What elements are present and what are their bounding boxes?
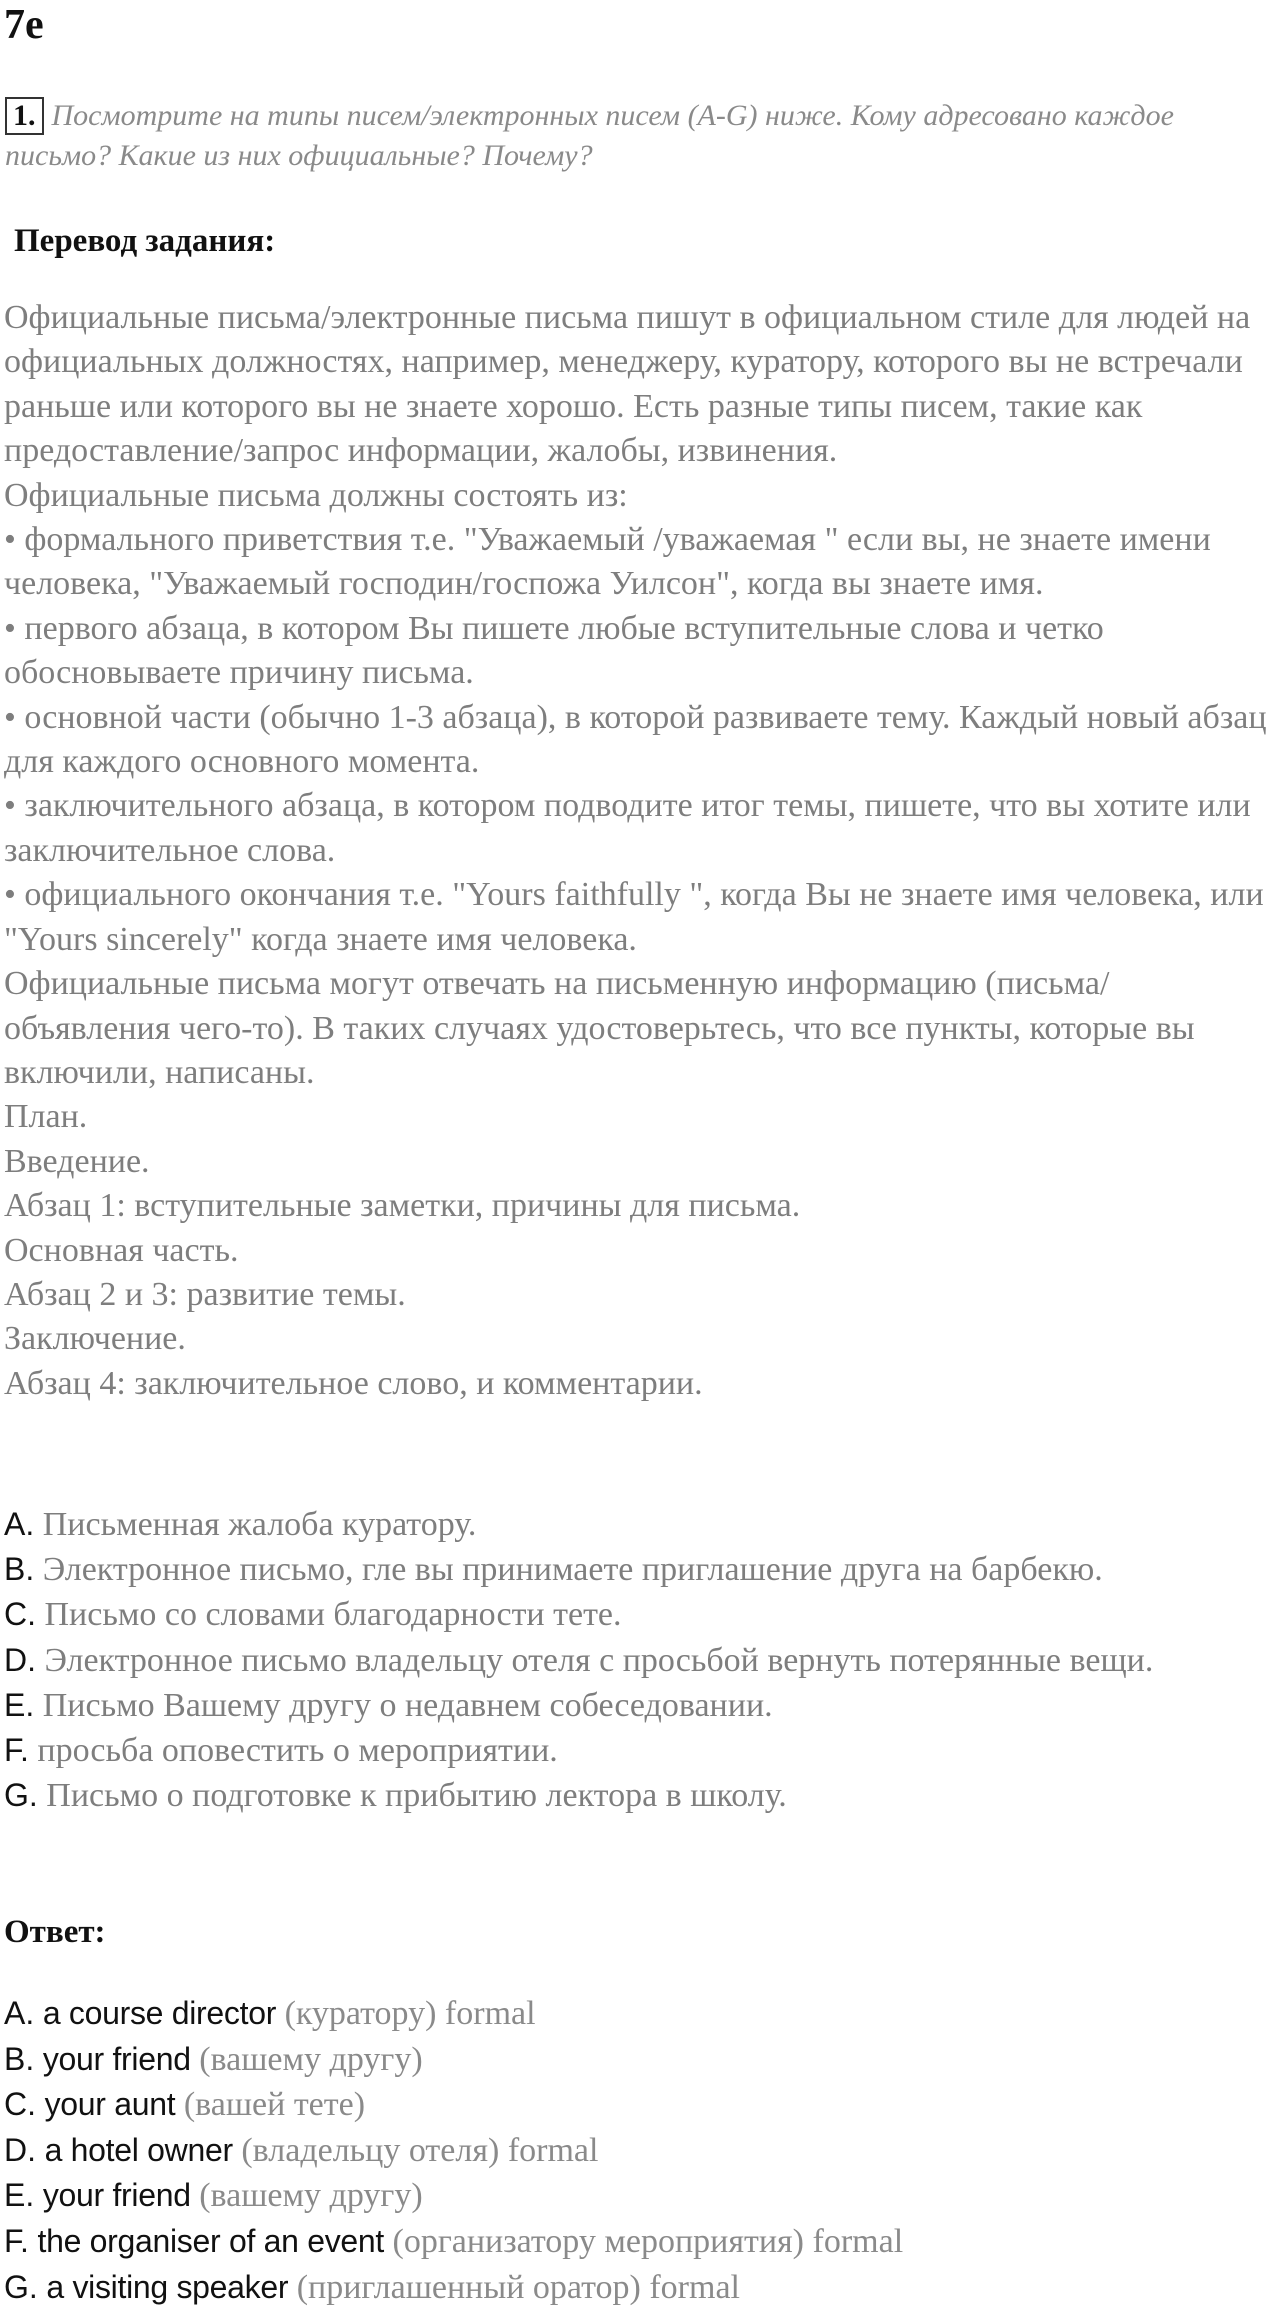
task-instruction bbox=[5, 96, 1245, 176]
answer-item bbox=[4, 2173, 1274, 2219]
option-letter: B. bbox=[4, 1551, 35, 1588]
task-number: 1. bbox=[5, 97, 44, 135]
option-letter: G. bbox=[4, 1777, 38, 1814]
option-item bbox=[4, 1728, 1274, 1773]
plan-line: Абзац 2 и 3: развитие темы. bbox=[4, 1275, 406, 1313]
option-item bbox=[4, 1502, 1274, 1547]
section-title: 7e bbox=[4, 2, 44, 48]
bullet-item: • основной части (обычно 1-3 абзаца), в которой развиваете тему. Каждый новый абзац для каждого основного момента. bbox=[4, 698, 1267, 781]
answer-translation: (вашему другу) bbox=[190, 2040, 423, 2078]
option-item bbox=[4, 1683, 1274, 1728]
answer-recipient: a hotel owner bbox=[36, 2131, 233, 2168]
plan-line: Абзац 1: вступительные заметки, причины для письма. bbox=[4, 1187, 801, 1225]
answer-heading: Ответ: bbox=[4, 1914, 106, 1950]
option-text: Электронное письмо, гле вы принимаете приглашение друга на барбекю. bbox=[34, 1551, 1103, 1589]
answer-formality: formal bbox=[640, 2268, 740, 2306]
plan-line: Заключение. bbox=[4, 1320, 186, 1358]
option-text: Письмо о подготовке к прибытию лектора в школу. bbox=[37, 1777, 787, 1815]
option-letter: D. bbox=[4, 1641, 36, 1678]
answer-letter: F. bbox=[4, 2222, 29, 2259]
bullet-item: • первого абзаца, в котором Вы пишете любые вступительные слова и четко обосновываете причину письма. bbox=[4, 609, 1104, 692]
option-text: просьба оповестить о мероприятии. bbox=[28, 1732, 558, 1770]
paragraph: Официальные письма могут отвечать на письменную информацию (письма/объявления чего-то). В таких случаях удостоверьтесь, что все пункты, которые вы включили, написаны. bbox=[4, 965, 1195, 1091]
option-item bbox=[4, 1547, 1274, 1592]
answer-translation: (организатору мероприятия) bbox=[384, 2222, 805, 2260]
answer-item bbox=[4, 2037, 1274, 2083]
answer-formality: formal bbox=[804, 2222, 904, 2260]
option-text: Письмо со словами благодарности тете. bbox=[36, 1596, 622, 1634]
plan-line: Введение. bbox=[4, 1142, 150, 1180]
plan-line: Основная часть. bbox=[4, 1231, 239, 1269]
paragraph: Официальные письма/электронные письма пишут в официальном стиле для людей на официальных должностях, например, менеджеру, куратору, которого вы не встречали раньше или которого вы не знаете хорошо. Есть разные типы писем, такие как предоставление/запрос информации, жалобы, извинения. bbox=[4, 299, 1251, 470]
plan-line: План. bbox=[4, 1098, 88, 1136]
answer-letter: E. bbox=[4, 2177, 35, 2214]
answer-translation: (куратору) bbox=[276, 1995, 437, 2032]
answer-letter: C. bbox=[4, 2086, 36, 2123]
task-text: Посмотрите на типы писем/электронных писем (A-G) ниже. Кому адресовано каждое письмо? Какие из них официальные? Почему? bbox=[5, 99, 1174, 172]
translation-heading: Перевод задания: bbox=[14, 223, 276, 259]
answer-item bbox=[4, 1991, 1274, 2037]
answer-item bbox=[4, 2082, 1274, 2128]
answer-formality: formal bbox=[436, 1995, 536, 2032]
options-list bbox=[4, 1502, 1274, 1818]
answer-translation: (приглашенный оратор) bbox=[288, 2268, 641, 2306]
answer-letter: D. bbox=[4, 2131, 36, 2168]
answer-item bbox=[4, 2219, 1274, 2265]
answer-formality: formal bbox=[499, 2131, 599, 2169]
bullet-item: • формального приветствия т.е. "Уважаемый /уважаемая " если вы, не знаете имени человека, "Уважаемый господин/госпожа Уилсон", когда вы знаете имя. bbox=[4, 521, 1211, 603]
answer-item bbox=[4, 2265, 1274, 2310]
answer-recipient: your aunt bbox=[36, 2086, 176, 2123]
answer-recipient: your friend bbox=[34, 2177, 191, 2214]
option-letter: E. bbox=[4, 1686, 35, 1723]
answer-letter: A. bbox=[4, 1995, 35, 2031]
answer-letter: G. bbox=[4, 2268, 38, 2305]
bullet-item: • официального окончания т.е. "Yours faithfully ", когда Вы не знаете имя человека, или "Yours sincerely" когда знаете имя человека. bbox=[4, 876, 1264, 958]
option-item bbox=[4, 1773, 1274, 1818]
answer-translation: (владельцу отеля) bbox=[232, 2131, 500, 2169]
option-item bbox=[4, 1638, 1274, 1683]
paragraph: Официальные письма должны состоять из: bbox=[4, 476, 628, 514]
answer-translation: (вашей тете) bbox=[175, 2086, 366, 2124]
translation-body bbox=[4, 296, 1274, 1406]
bullet-item: • заключительного абзаца, в котором подводите итог темы, пишете, что вы хотите или заключительное слова. bbox=[4, 787, 1251, 869]
plan-line: Абзац 4: заключительное слово, и комментарии. bbox=[4, 1364, 703, 1402]
answer-recipient: a course director bbox=[34, 1995, 277, 2031]
option-letter: F. bbox=[4, 1732, 29, 1769]
answer-recipient: your friend bbox=[34, 2040, 191, 2077]
option-letter: C. bbox=[4, 1596, 36, 1633]
option-item bbox=[4, 1592, 1274, 1637]
answer-item bbox=[4, 2128, 1274, 2174]
option-letter: A. bbox=[4, 1506, 35, 1542]
answer-recipient: a visiting speaker bbox=[37, 2268, 289, 2305]
answer-translation: (вашему другу) bbox=[190, 2177, 423, 2215]
option-text: Электронное письмо владельцу отеля с просьбой вернуть потерянные вещи. bbox=[36, 1641, 1154, 1679]
answers-list bbox=[4, 1991, 1274, 2310]
answer-letter: B. bbox=[4, 2040, 35, 2077]
answer-recipient: the organiser of an event bbox=[28, 2222, 384, 2259]
option-text: Письменная жалоба куратору. bbox=[34, 1506, 477, 1543]
option-text: Письмо Вашему другу о недавнем собеседовании. bbox=[34, 1686, 773, 1724]
